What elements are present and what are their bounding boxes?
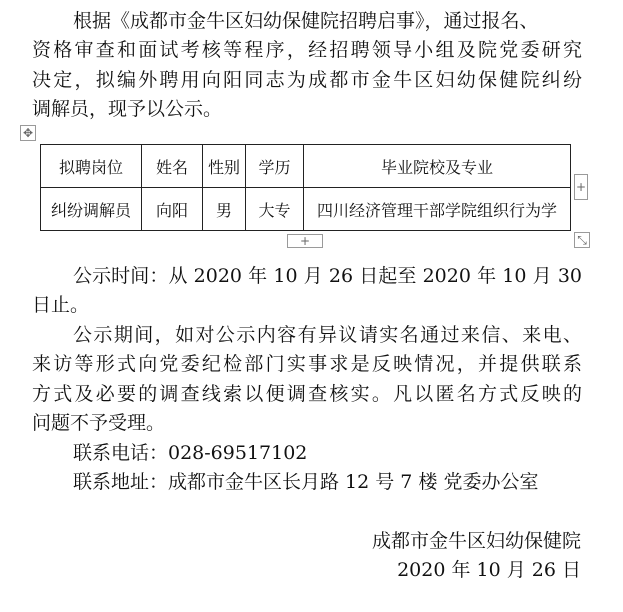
add-row-button[interactable]: [287, 234, 323, 248]
cell-name: 向阳: [142, 188, 203, 231]
resize-icon: ⤡: [577, 233, 587, 247]
header-education: 学历: [246, 145, 304, 188]
header-gender: 性别: [203, 145, 246, 188]
notice-line-3: 方式及必要的调查线索以便调查核实。凡以匿名方式反映的: [32, 383, 582, 405]
table-row: [41, 188, 571, 231]
notice-line-4: 问题不予受理。: [32, 412, 166, 434]
contact-address: 联系地址：成都市金牛区长月路 12 号 7 楼 党委办公室: [73, 471, 539, 493]
cell-position: 纠纷调解员: [41, 188, 142, 231]
cell-education: 大专: [246, 188, 304, 231]
intro-line-3: 决定，拟编外聘用向阳同志为成都市金牛区妇幼保健院纠纷: [32, 69, 582, 91]
move-handle-icon: ✥: [22, 126, 34, 140]
period-line-2: 日止。: [32, 294, 90, 316]
intro-line-1: 根据《成都市金牛区妇幼保健院招聘启事》，通过报名、: [73, 10, 539, 32]
notice-line-2: 来访等形式向党委纪检部门实事求是反映情况，并提供联系: [32, 353, 582, 375]
plus-icon: +: [299, 234, 311, 248]
plus-icon: +: [575, 180, 587, 194]
period-line-1: 公示时间：从 2020 年 10 月 26 日起至 2020 年 10 月 30: [73, 265, 582, 287]
cell-gender: 男: [203, 188, 246, 231]
table-header-row: [41, 145, 571, 188]
cell-school-major: 四川经济管理干部学院组织行为学: [304, 188, 571, 231]
signature-org: 成都市金牛区妇幼保健院: [371, 530, 581, 552]
notice-line-1: 公示期间，如对公示内容有异议请实名通过来信、来电、: [73, 324, 582, 346]
signature-date: 2020 年 10 月 26 日: [397, 559, 581, 581]
recruitment-table: [40, 144, 571, 231]
intro-line-2: 资格审查和面试考核等程序，经招聘领导小组及院党委研究: [32, 39, 582, 61]
table-move-handle[interactable]: [20, 125, 36, 141]
table-resize-handle[interactable]: [574, 232, 590, 248]
header-school-major: 毕业院校及专业: [304, 145, 571, 188]
header-name: 姓名: [142, 145, 203, 188]
add-column-button[interactable]: [574, 174, 588, 200]
header-position: 拟聘岗位: [41, 145, 142, 188]
contact-phone: 联系电话：028-69517102: [73, 442, 308, 464]
intro-line-4: 调解员，现予以公示。: [32, 98, 223, 120]
